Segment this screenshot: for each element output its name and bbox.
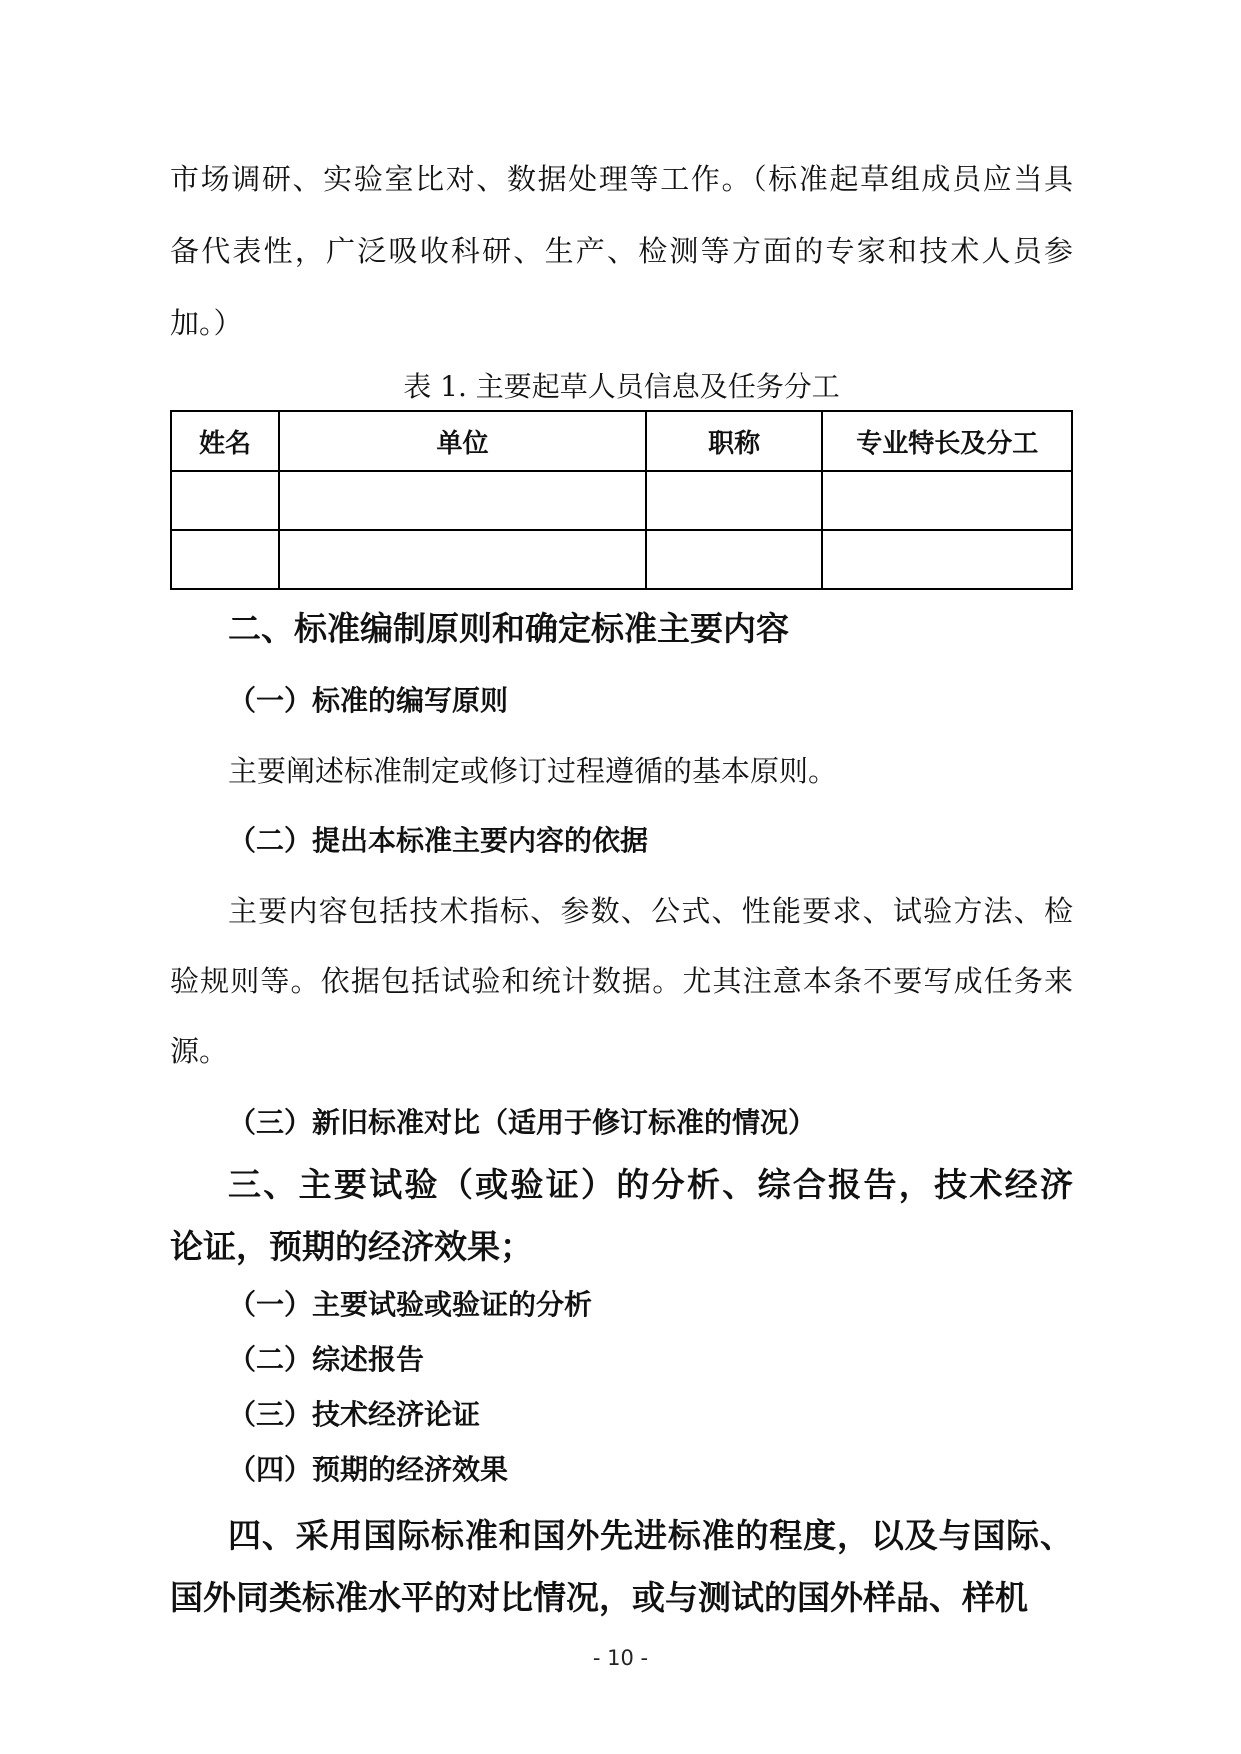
table-cell	[822, 530, 1072, 589]
section-2-heading: 二、标准编制原则和确定标准主要内容	[228, 609, 789, 648]
intro-paragraph-line-2: 备代表性，广泛吸收科研、生产、检测等方面的专家和技术人员参	[170, 234, 1073, 268]
section-2-1-body: 主要阐述标准制定或修订过程遵循的基本原则。	[228, 754, 838, 788]
intro-paragraph	[170, 143, 1073, 359]
table-cell	[822, 471, 1072, 530]
intro-paragraph-line-3: 加。）	[170, 306, 243, 340]
table-header-row	[171, 411, 1072, 471]
table-caption: 表 1. 主要起草人员信息及任务分工	[403, 370, 840, 403]
section-3-heading-line-2: 论证，预期的经济效果；	[170, 1227, 533, 1266]
section-3-4-heading: （四）预期的经济效果	[228, 1453, 509, 1486]
section-2-2-body	[170, 876, 1073, 1086]
section-3-heading-line-1: 三、主要试验（或验证）的分析、综合报告，技术经济	[228, 1165, 1073, 1204]
table-row	[171, 471, 1072, 530]
section-4-heading	[170, 1505, 1073, 1629]
table-cell	[171, 471, 279, 530]
section-4-heading-line-2: 国外同类标准水平的对比情况，或与测试的国外样品、样机	[170, 1578, 1028, 1617]
drafters-table	[170, 410, 1073, 590]
section-2-3-heading: （三）新旧标准对比（适用于修订标准的情况）	[228, 1106, 817, 1139]
section-3-3-heading: （三）技术经济论证	[228, 1398, 481, 1431]
section-2-2-body-line-1: 主要内容包括技术指标、参数、公式、性能要求、试验方法、检	[228, 894, 1073, 928]
section-2-2-heading: （二）提出本标准主要内容的依据	[228, 824, 649, 857]
table-cell	[171, 530, 279, 589]
table-cell	[646, 530, 823, 589]
page-number: - 10 -	[592, 1646, 649, 1670]
table-header-name: 姓名	[171, 411, 279, 471]
section-2-1-heading: （一）标准的编写原则	[228, 684, 509, 717]
table-cell	[279, 530, 646, 589]
section-3-heading	[170, 1154, 1073, 1278]
section-3-subitems	[170, 1284, 1073, 1491]
section-2-2-body-line-2: 验规则等。依据包括试验和统计数据。尤其注意本条不要写成任务来	[170, 964, 1073, 998]
table-header-organization: 单位	[279, 411, 646, 471]
table-cell	[279, 471, 646, 530]
section-4-heading-line-1: 四、采用国际标准和国外先进标准的程度，以及与国际、	[228, 1516, 1073, 1555]
table-cell	[646, 471, 823, 530]
table-header-title: 职称	[646, 411, 823, 471]
section-3-2-heading: （二）综述报告	[228, 1343, 425, 1376]
section-2-2-body-line-3: 源。	[170, 1034, 229, 1068]
intro-paragraph-line-1: 市场调研、实验室比对、数据处理等工作。（标准起草组成员应当具	[170, 162, 1073, 196]
section-3-1-heading: （一）主要试验或验证的分析	[228, 1288, 593, 1321]
table-header-specialty: 专业特长及分工	[822, 411, 1072, 471]
table-row	[171, 530, 1072, 589]
